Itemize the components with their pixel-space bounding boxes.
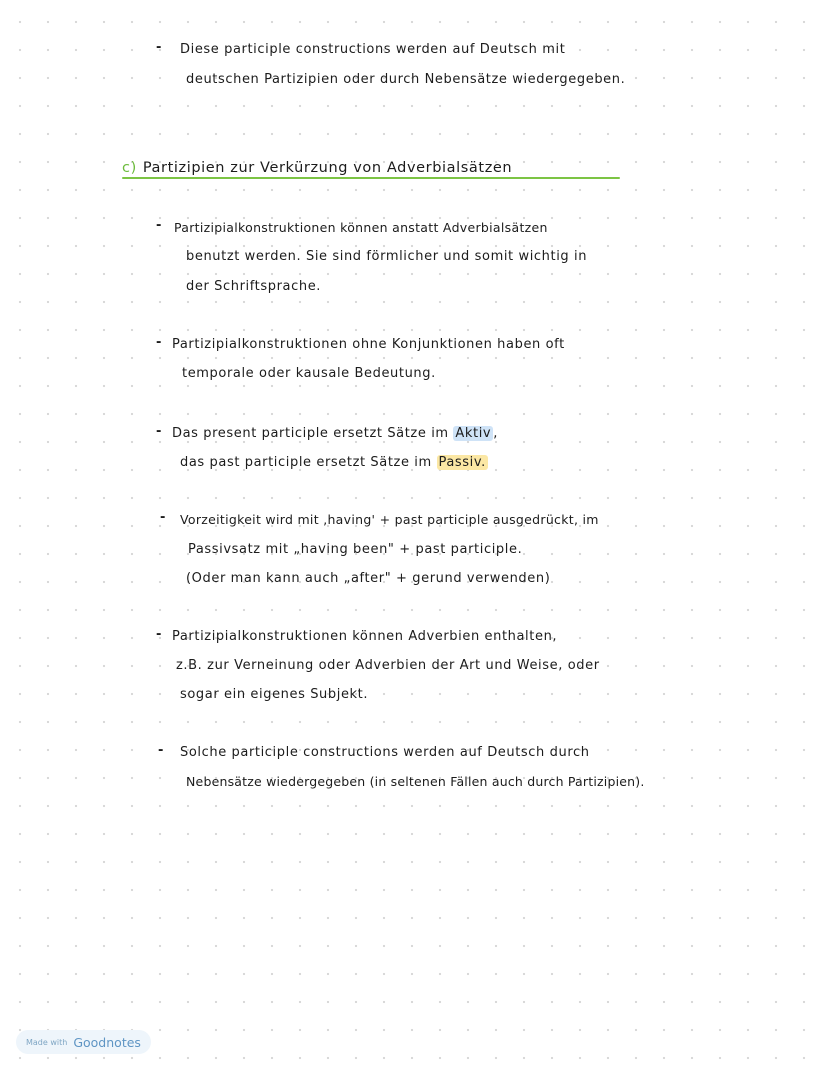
bullet-marker: - xyxy=(156,218,162,233)
bullet-5-line-1: Vorzeitigkeit wird mit ‚having' + past participle ausgedrückt, im xyxy=(180,512,599,527)
bullet-marker: - xyxy=(158,743,164,758)
bullet-4-line-1-text: Das present participle ersetzt Sätze im xyxy=(172,426,449,441)
bullet-6-line-3: sogar ein eigenes Subjekt. xyxy=(180,687,369,702)
section-heading xyxy=(122,158,512,178)
bullet-2-line-3: der Schriftsprache. xyxy=(186,279,322,294)
bullet-1-line-1: Diese participle constructions werden auf Deutsch mit xyxy=(180,42,566,57)
bullet-2-line-2: benutzt werden. Sie sind förmlicher und somit wichtig in xyxy=(186,249,588,264)
bullet-6-line-1: Partizipialkonstruktionen können Adverbien enthalten, xyxy=(172,629,558,644)
bullet-marker: - xyxy=(156,627,162,642)
bullet-6-line-2: z.B. zur Verneinung oder Adverbien der Art und Weise, oder xyxy=(176,658,600,673)
section-title: Partizipien zur Verkürzung von Adverbialsätzen xyxy=(142,160,513,176)
section-letter: c) xyxy=(122,160,137,176)
bullet-4-line-2 xyxy=(180,454,488,472)
highlight-passiv: Passiv. xyxy=(438,455,486,470)
bullet-4-line-2-text: das past participle ersetzt Sätze im xyxy=(180,455,432,470)
badge-brand: Goodnotes xyxy=(73,1034,141,1050)
goodnotes-badge xyxy=(16,1030,151,1054)
bullet-marker: - xyxy=(156,335,162,350)
bullet-1-line-2: deutschen Partizipien oder durch Nebensätze wiedergegeben. xyxy=(186,72,626,87)
bullet-5-line-2: Passivsatz mit „having been" + past participle. xyxy=(188,542,523,557)
bullet-marker: - xyxy=(156,40,162,55)
bullet-marker: - xyxy=(160,510,166,525)
highlight-aktiv: Aktiv xyxy=(455,426,492,441)
bullet-3-line-2: temporale oder kausale Bedeutung. xyxy=(182,366,436,381)
bullet-3-line-1: Partizipialkonstruktionen ohne Konjunktionen haben oft xyxy=(172,337,565,352)
bullet-4-line-1-comma: , xyxy=(493,426,498,441)
bullet-5-line-3: (Oder man kann auch „after" + gerund verwenden) xyxy=(186,571,551,586)
bullet-marker: - xyxy=(156,424,162,439)
badge-prefix: Made with xyxy=(26,1037,68,1047)
bullet-7-line-1: Solche participle constructions werden auf Deutsch durch xyxy=(180,745,590,760)
heading-underline xyxy=(122,177,620,179)
bullet-2-line-1: Partizipialkonstruktionen können anstatt Adverbialsätzen xyxy=(174,220,548,235)
bullet-7-line-2: Nebensätze wiedergegeben (in seltenen Fällen auch durch Partizipien). xyxy=(186,774,645,789)
bullet-4-line-1 xyxy=(172,425,498,443)
